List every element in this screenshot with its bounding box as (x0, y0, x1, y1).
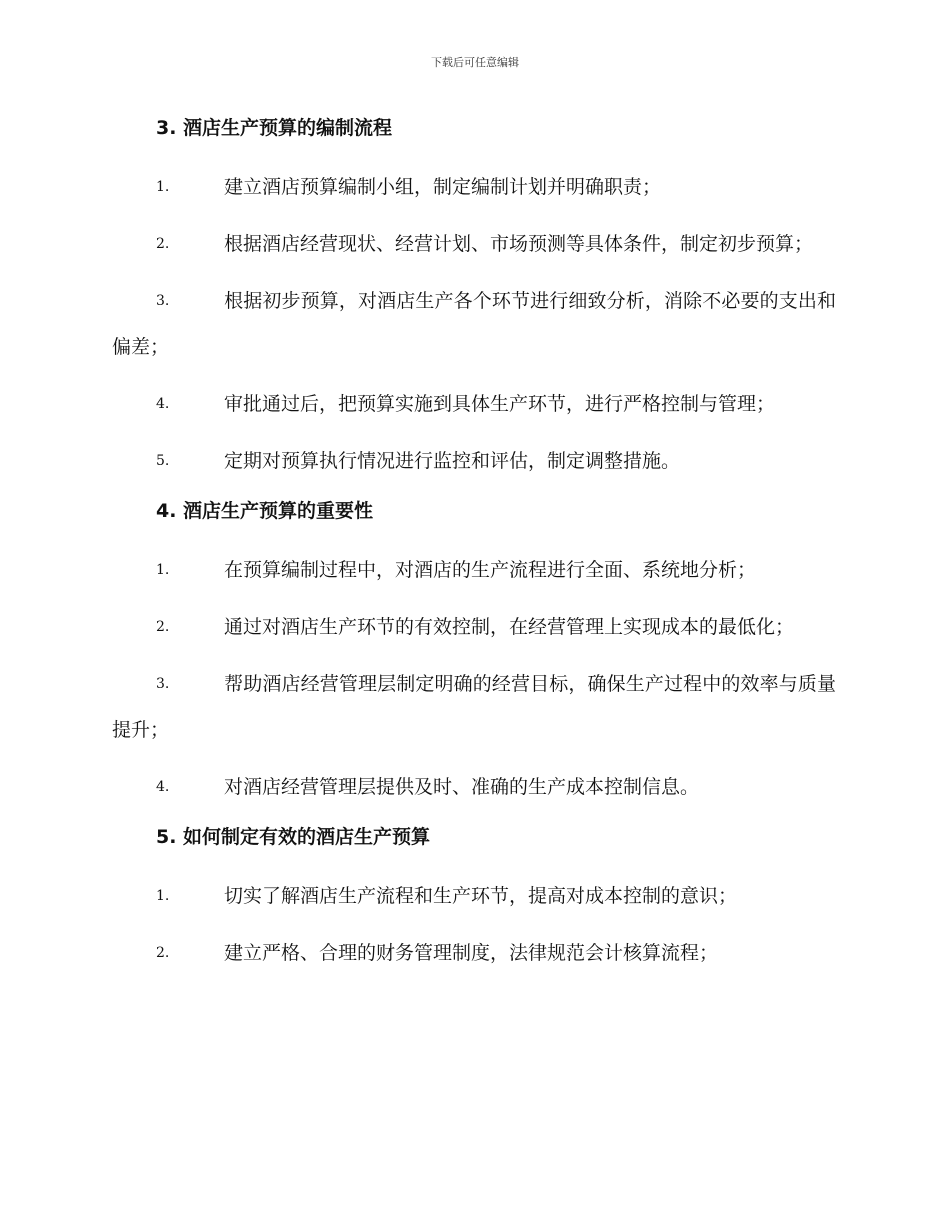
list-item (112, 221, 836, 267)
list-item (112, 604, 836, 650)
list-text: 对酒店经营管理层提供及时、准确的生产成本控制信息。 (224, 776, 700, 798)
list-item (112, 547, 836, 593)
list-text: 根据初步预算，对酒店生产各个环节进行细致分析，消除不必要的支出和偏差； (112, 290, 836, 358)
section-effective-budget (112, 821, 836, 976)
list-item (112, 278, 836, 370)
list-number: 2. (156, 236, 170, 252)
section-budget-process (112, 112, 836, 484)
list-text: 通过对酒店生产环节的有效控制，在经营管理上实现成本的最低化； (224, 616, 795, 638)
list-item (112, 764, 836, 810)
list-item (112, 438, 836, 484)
section-heading: 3. 酒店生产预算的编制流程 (156, 117, 393, 139)
list-number: 2. (156, 619, 170, 635)
list-number: 3. (156, 293, 170, 309)
list-item (112, 873, 836, 919)
list-item (112, 381, 836, 427)
list-item (112, 164, 836, 210)
list-number: 3. (156, 676, 170, 692)
list-text: 定期对预算执行情况进行监控和评估，制定调整措施。 (224, 450, 681, 472)
list-number: 1. (156, 179, 170, 195)
list-number: 2. (156, 945, 170, 961)
section-heading: 4. 酒店生产预算的重要性 (156, 500, 374, 522)
document-body (112, 112, 836, 987)
list-text: 在预算编制过程中，对酒店的生产流程进行全面、系统地分析； (224, 559, 757, 581)
list-text: 帮助酒店经营管理层制定明确的经营目标，确保生产过程中的效率与质量提升； (112, 673, 836, 741)
list-text: 建立严格、合理的财务管理制度，法律规范会计核算流程； (224, 942, 719, 964)
list-number: 1. (156, 562, 170, 578)
list-item (112, 661, 836, 753)
list-text: 审批通过后，把预算实施到具体生产环节，进行严格控制与管理； (224, 393, 776, 415)
section-heading: 5. 如何制定有效的酒店生产预算 (156, 826, 431, 848)
list-item (112, 930, 836, 976)
list-text: 切实了解酒店生产流程和生产环节，提高对成本控制的意识； (224, 885, 738, 907)
list-number: 1. (156, 888, 170, 904)
list-number: 4. (156, 396, 170, 412)
list-number: 4. (156, 779, 170, 795)
section-budget-importance (112, 495, 836, 810)
list-text: 建立酒店预算编制小组，制定编制计划并明确职责； (224, 176, 662, 198)
list-number: 5. (156, 453, 170, 469)
list-text: 根据酒店经营现状、经营计划、市场预测等具体条件，制定初步预算； (224, 233, 814, 255)
page-header: 下载后可任意编辑 (431, 56, 519, 69)
